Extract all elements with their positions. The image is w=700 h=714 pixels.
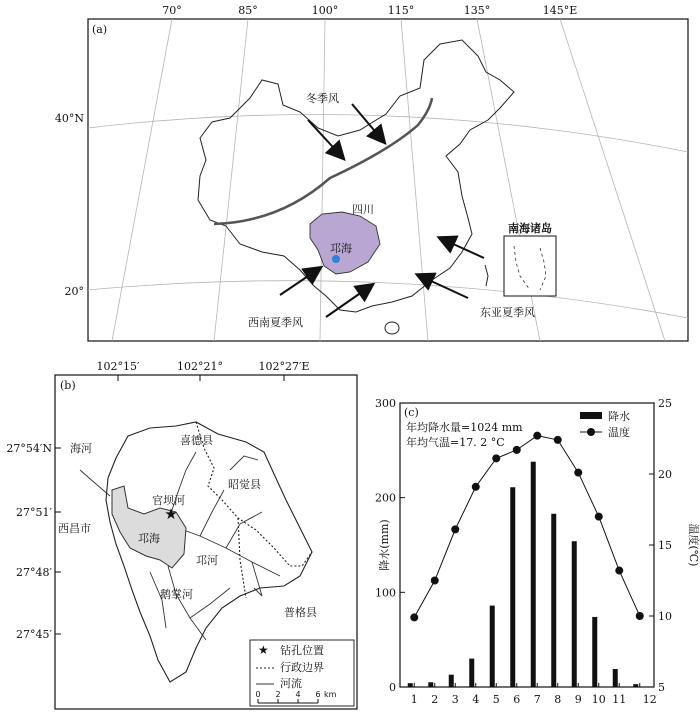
panel-a	[55, 4, 688, 341]
legend-star-icon: ★	[258, 643, 269, 657]
place-qionghe: 邛河	[196, 554, 218, 567]
place-zhaojue: 昭觉县	[228, 478, 261, 491]
right-tick-label: 5	[658, 681, 665, 694]
legend-temp-marker	[587, 428, 595, 436]
right-tick-label: 25	[658, 397, 672, 410]
lon-label-145: 145°E	[542, 4, 578, 17]
lon-label-135: 135°	[463, 4, 491, 17]
x-tick-label: 1	[410, 693, 418, 706]
x-tick-label: 10	[591, 693, 606, 706]
lon-label-b1: 102°15′	[96, 360, 140, 373]
temperature-point	[492, 454, 500, 462]
left-tick-label: 200	[375, 491, 396, 505]
x-tick-label: 6	[513, 693, 521, 706]
winter-monsoon-label: 冬季风	[306, 92, 339, 105]
x-tick-label: 4	[472, 693, 480, 706]
legend-temp-label: 温度	[608, 426, 630, 439]
scale-unit: km	[324, 690, 337, 699]
precip-bar	[613, 669, 618, 687]
x-tick-label: 8	[554, 693, 562, 706]
left-tick-label: 100	[375, 586, 396, 600]
precip-bar	[469, 659, 474, 687]
lon-label-b3: 102°27′E	[258, 360, 310, 373]
precip-bar	[408, 683, 413, 687]
precip-bar	[633, 684, 638, 687]
right-tick-label: 15	[658, 539, 672, 552]
south-china-sea-label: 南海诸岛	[508, 222, 552, 235]
x-tick-label: 12	[642, 693, 657, 706]
borehole-star: ★	[164, 505, 178, 523]
temperature-point	[472, 483, 480, 491]
x-tick-label: 2	[431, 693, 439, 706]
precip-bar	[531, 462, 536, 687]
precip-bar	[490, 606, 495, 687]
place-guanba: 官坝河	[152, 494, 185, 507]
lon-label-b2: 102°21°	[177, 360, 223, 373]
lon-label-100: 100°	[311, 4, 339, 17]
panel-b-label: (b)	[60, 379, 76, 392]
precip-bar	[510, 487, 515, 687]
place-yilu: 鹅掌河	[160, 588, 193, 601]
temperature-point	[533, 432, 541, 440]
lon-label-85: 85°	[238, 4, 258, 17]
lat-label-b4: 27°45′	[16, 628, 52, 641]
place-qionghai: 邛海	[138, 532, 160, 545]
sichuan-label: 四川	[352, 203, 374, 216]
qionghai-dot	[332, 255, 340, 263]
left-axis-title: 降水(mm)	[378, 519, 391, 571]
x-tick-label: 9	[574, 693, 582, 706]
place-xide: 喜德县	[180, 434, 213, 447]
panel-a-label: (a)	[92, 23, 108, 36]
annual-precip-text: 年均降水量=1024 mm	[406, 421, 523, 434]
legend-borehole: 钻孔位置	[280, 644, 324, 657]
temperature-point	[410, 613, 418, 621]
legend-boundary: 行政边界	[280, 661, 324, 674]
right-axis-title: 温度(℃)	[687, 523, 700, 567]
temperature-point	[636, 612, 644, 620]
panel-b	[6, 360, 357, 709]
sw-monsoon-label: 西南夏季风	[248, 316, 303, 329]
panel-c	[375, 397, 700, 706]
legend-precip-swatch	[580, 412, 602, 419]
scale-label-2: 2	[275, 690, 281, 699]
lat-label-b1: 27°54′N	[6, 442, 52, 455]
lat-label-b2: 27°51′	[16, 506, 52, 519]
x-tick-label: 3	[451, 693, 459, 706]
left-tick-label: 300	[375, 397, 396, 410]
temperature-point	[431, 577, 439, 585]
precip-bar	[449, 675, 454, 687]
temperature-point	[451, 525, 459, 533]
left-tick-label: 0	[389, 681, 396, 694]
temperature-point	[513, 446, 521, 454]
temperature-point	[615, 567, 623, 575]
legend-river: 河流	[280, 677, 302, 690]
x-tick-label: 5	[492, 693, 500, 706]
x-tick-label: 11	[612, 693, 627, 706]
place-puge: 普格县	[284, 606, 317, 619]
right-tick-label: 10	[658, 610, 672, 623]
lat-label-b3: 27°48′	[16, 566, 52, 579]
lon-label-70: 70°	[162, 4, 182, 17]
right-tick-label: 20	[658, 468, 672, 481]
qionghai-label-a: 邛海	[330, 242, 352, 255]
panel-a-frame	[88, 19, 688, 341]
scale-label-6: 6	[315, 690, 321, 699]
temperature-point	[595, 513, 603, 521]
lat-label-40: 40°N	[54, 112, 84, 125]
precip-bar	[592, 617, 597, 687]
scale-label-0: 0	[255, 690, 261, 699]
temperature-point	[554, 436, 562, 444]
annual-temp-text: 年均气温=17. 2 °C	[406, 436, 505, 449]
temperature-point	[574, 469, 582, 477]
temperature-line	[414, 436, 640, 618]
precip-bar	[551, 514, 556, 687]
scale-label-4: 4	[295, 690, 301, 699]
south-china-sea-inset	[504, 236, 556, 296]
legend-precip-label: 降水	[608, 410, 630, 423]
panel-c-label: (c)	[404, 406, 419, 419]
lon-label-115: 115°	[387, 4, 415, 17]
precip-bar	[428, 682, 433, 687]
place-haihe: 海河	[70, 442, 92, 455]
lat-label-20: 20°	[64, 285, 84, 298]
x-tick-label: 7	[533, 693, 541, 706]
precip-bar	[572, 541, 577, 687]
place-xichang: 西昌市	[58, 522, 91, 535]
se-monsoon-label: 东亚夏季风	[480, 306, 535, 319]
